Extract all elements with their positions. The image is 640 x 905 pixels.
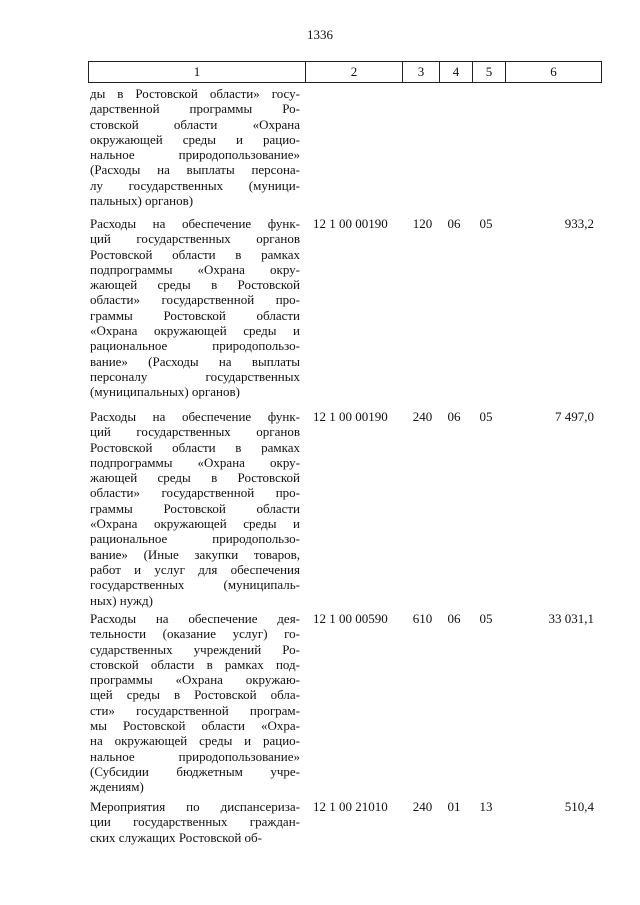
- description-line: дарственной программы Ро-: [90, 101, 300, 117]
- row-expense-type: 610: [412, 611, 433, 626]
- description-line: ных) нужд): [90, 592, 153, 608]
- row-code: 12 1 00 00590: [313, 611, 388, 626]
- description-line: тельности (оказание услуг) го-: [90, 626, 300, 642]
- row-expense-type: 240: [412, 409, 433, 424]
- description-line: стовской области «Охрана: [90, 116, 300, 132]
- row-subsection: 05: [479, 216, 493, 231]
- row-description: [90, 216, 300, 400]
- row-amount: 33 031,1: [548, 611, 594, 626]
- description-line: Ростовской области в рамках: [90, 439, 300, 455]
- row-description: [90, 611, 300, 795]
- description-line: области» государственной про-: [90, 485, 300, 501]
- row-amount: 933,2: [564, 216, 594, 231]
- description-line: нальное природопользование»: [90, 147, 300, 163]
- description-line: области» государственной про-: [90, 292, 300, 308]
- description-line: «Охрана окружающей среды и: [90, 323, 300, 339]
- description-line: граммы Ростовской области: [90, 500, 300, 516]
- row-code: 12 1 00 00190: [313, 216, 388, 231]
- description-line: работ и услуг для обеспечения: [90, 561, 300, 577]
- description-line: вание» (Расходы на выплаты: [90, 353, 300, 369]
- description-line: «Охрана окружающей среды и: [90, 516, 300, 532]
- description-line: Расходы на обеспечение дея-: [90, 611, 300, 626]
- description-line: ций государственных органов: [90, 424, 300, 440]
- row-section: 06: [447, 611, 461, 626]
- description-line: программы «Охрана окружаю-: [90, 672, 300, 688]
- row-description: [90, 799, 300, 845]
- description-line: мы Ростовской области «Охра-: [90, 718, 300, 734]
- description-line: на окружающей среды и рацио-: [90, 733, 300, 749]
- row-amount: 510,4: [564, 799, 594, 814]
- page-number: 1336: [307, 27, 333, 42]
- description-line: (муниципальных) органов): [90, 384, 240, 400]
- description-line: нальное природопользование»: [90, 748, 300, 764]
- row-subsection: 05: [479, 611, 493, 626]
- description-line: жающей среды в Ростовской: [90, 470, 300, 486]
- description-line: сударственных учреждений Ро-: [90, 641, 300, 657]
- row-section: 06: [447, 216, 461, 231]
- description-line: граммы Ростовской области: [90, 307, 300, 323]
- column-header-2: 2: [306, 62, 403, 83]
- description-line: щей среды в Ростовской обла-: [90, 687, 300, 703]
- description-line: ции государственных граждан-: [90, 814, 300, 830]
- description-line: государственных (муниципаль-: [90, 577, 300, 593]
- row-description: [90, 409, 300, 608]
- description-line: персоналу государственных: [90, 368, 300, 384]
- column-header-1: 1: [89, 62, 306, 83]
- description-line: рациональное природопользо-: [90, 531, 300, 547]
- row-expense-type: 240: [412, 799, 433, 814]
- description-line: сти» государственной програм-: [90, 702, 300, 718]
- description-line: Расходы на обеспечение функ-: [90, 216, 300, 231]
- description-line: вание» (Иные закупки товаров,: [90, 546, 300, 562]
- column-header-6: 6: [506, 62, 602, 83]
- row-section: 06: [447, 409, 461, 424]
- row-subsection: 05: [479, 409, 493, 424]
- column-header-row: [88, 61, 602, 83]
- description-line: подпрограммы «Охрана окру-: [90, 261, 300, 277]
- row-description: [90, 86, 300, 208]
- row-expense-type: 120: [412, 216, 433, 231]
- description-line: пальных) органов): [90, 193, 194, 209]
- description-line: стовской области в рамках под-: [90, 656, 300, 672]
- description-line: Мероприятия по диспансеризa-: [90, 799, 300, 814]
- row-subsection: 13: [479, 799, 493, 814]
- column-header-5: 5: [473, 62, 506, 83]
- row-section: 01: [447, 799, 461, 814]
- description-line: окружающей среды и рацио-: [90, 131, 300, 147]
- description-line: ды в Ростовской области» госу-: [90, 86, 300, 101]
- row-amount: 7 497,0: [555, 409, 594, 424]
- description-line: жающей среды в Ростовской: [90, 277, 300, 293]
- description-line: Расходы на обеспечение функ-: [90, 409, 300, 424]
- description-line: ских служащих Ростовской об-: [90, 829, 262, 845]
- column-header-3: 3: [403, 62, 440, 83]
- description-line: рациональное природопользо-: [90, 338, 300, 354]
- row-code: 12 1 00 21010: [313, 799, 388, 814]
- description-line: ждениям): [90, 779, 144, 795]
- description-line: подпрограммы «Охрана окру-: [90, 454, 300, 470]
- description-line: (Субсидии бюджетным учре-: [90, 763, 300, 779]
- row-code: 12 1 00 00190: [313, 409, 388, 424]
- description-line: (Расходы на выплаты персона-: [90, 162, 300, 178]
- description-line: Ростовской области в рамках: [90, 246, 300, 262]
- description-line: ций государственных органов: [90, 231, 300, 247]
- column-header-4: 4: [440, 62, 473, 83]
- description-line: лу государственных (муници-: [90, 177, 300, 193]
